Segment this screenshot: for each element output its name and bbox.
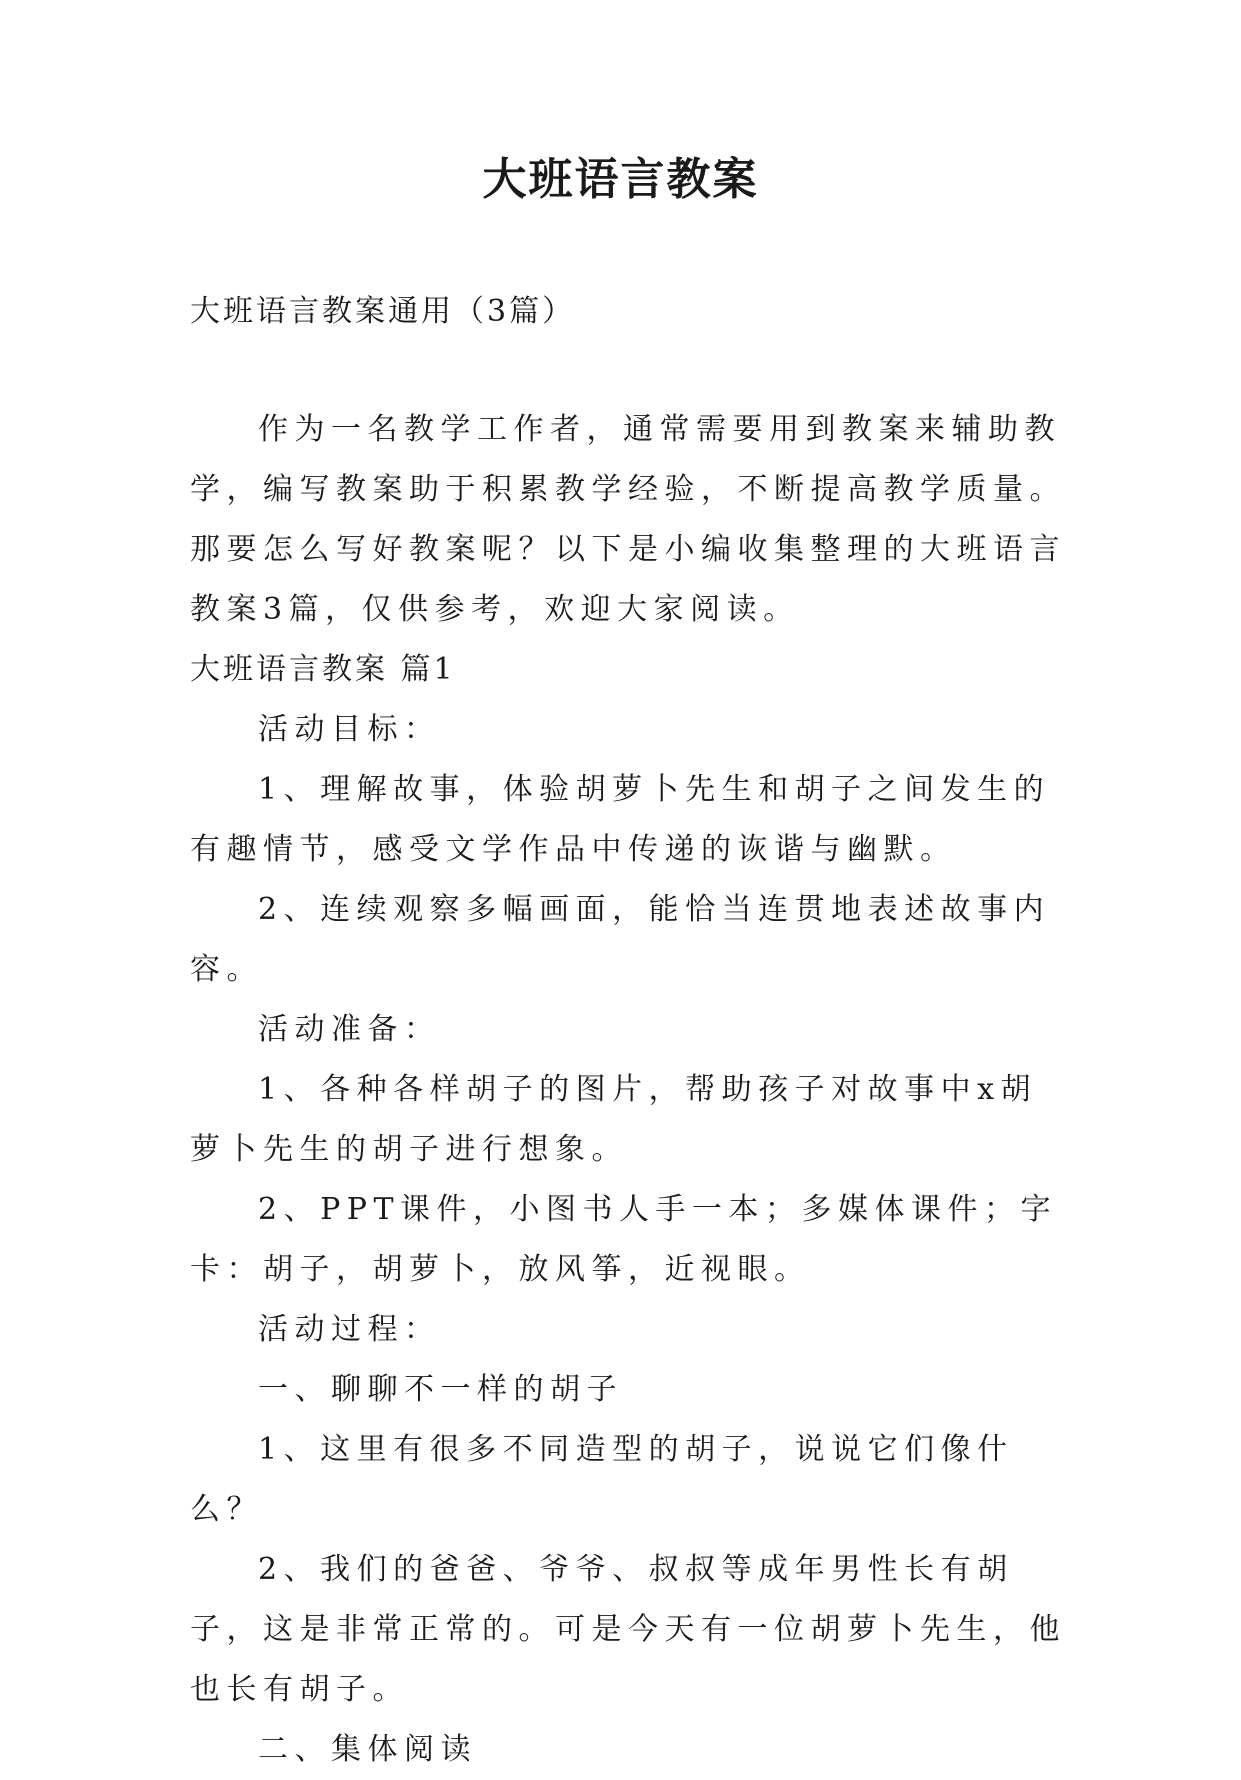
page-title: 大班语言教案 [482, 154, 759, 205]
intro-paragraph: 作为一名教学工作者，通常需要用到教案来辅助教学，编写教案助于积累教学经验，不断提高教学质量。那要怎么写好教案呢？以下是小编收集整理的大班语言教案3篇，仅供参考，欢迎大家阅读。 [190, 412, 1066, 627]
body-line: 1、这里有很多不同造型的胡子，说说它们像什么？ [190, 1432, 1014, 1527]
body-line: 活动目标： [258, 712, 441, 747]
document-body [190, 400, 1070, 1780]
section-heading: 大班语言教案 篇1 [190, 652, 456, 687]
body-line: 二、集体阅读 [258, 1732, 477, 1767]
body-line: 一、聊聊不一样的胡子 [258, 1372, 623, 1407]
body-line: 1、理解故事，体验胡萝卜先生和胡子之间发生的有趣情节，感受文学作品中传递的诙谐与幽默。 [190, 772, 1051, 867]
body-line: 活动准备： [258, 1012, 441, 1047]
body-line: 2、连续观察多幅画面，能恰当连贯地表述故事内容。 [190, 892, 1051, 987]
body-line: 1、各种各样胡子的图片，帮助孩子对故事中x胡萝卜先生的胡子进行想象。 [190, 1072, 1038, 1167]
body-line: 2、我们的爸爸、爷爷、叔叔等成年男性长有胡子，这是非常正常的。可是今天有一位胡萝卜先生，他也长有胡子。 [190, 1552, 1066, 1707]
body-line: 2、PPT课件，小图书人手一本；多媒体课件；字卡：胡子，胡萝卜，放风筝，近视眼。 [190, 1192, 1057, 1287]
body-line: 活动过程： [258, 1312, 441, 1347]
document-subtitle: 大班语言教案通用（3篇） [190, 294, 576, 329]
